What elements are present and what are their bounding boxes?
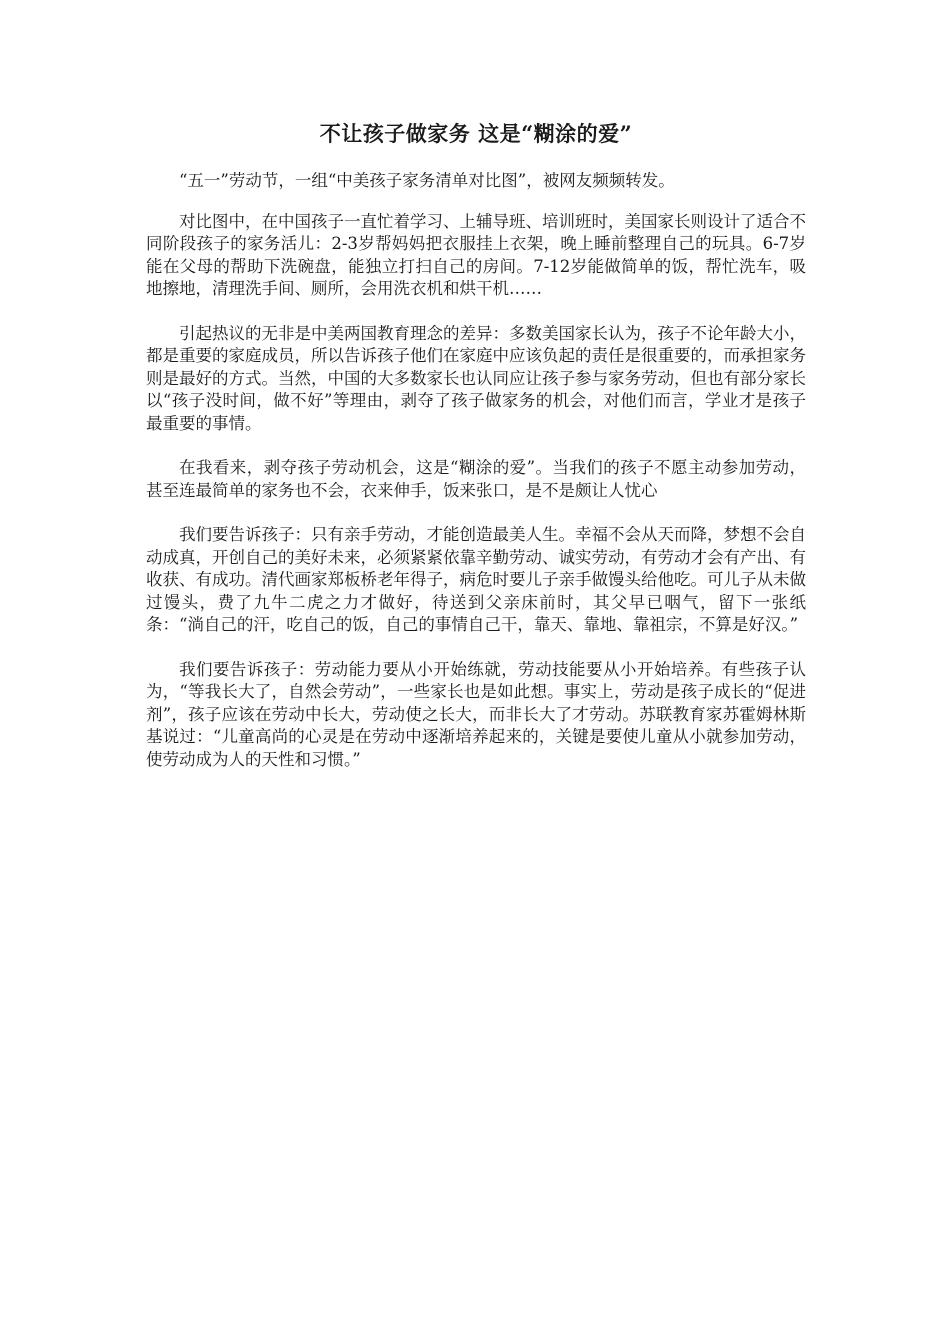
document-page: [146, 118, 806, 793]
paragraph-labor-creates-life: 我们要告诉孩子：只有亲手劳动，才能创造最美人生。幸福不会从天而降，梦想不会自动成真，开创自己的美好未来，必须紧紧依靠辛勤劳动、诚实劳动，有劳动才会有产出、有收获、有成功。清代画家郑板桥老年得子，病危时要儿子亲手做馒头给他吃。可儿子从未做过馒头，费了九牛二虎之力才做好，待送到父亲床前时，其父早已咽气，留下一张纸条：“淌自己的汗，吃自己的饭，自己的事情自己干，靠天、靠地、靠祖宗，不算是好汉。”: [146, 525, 806, 634]
paragraph-start-young: 我们要告诉孩子：劳动能力要从小开始练就，劳动技能要从小开始培养。有些孩子认为，“等我长大了，自然会劳动”，一些家长也是如此想。事实上，劳动是孩子成长的“促进剂”，孩子应该在劳动中长大，劳动使之长大，而非长大了才劳动。苏联教育家苏霍姆林斯基说过：“儿童高尚的心灵是在劳动中逐渐培养起来的，关键是要使儿童从小就参加劳动，使劳动成为人的天性和习惯。”: [146, 659, 806, 769]
paragraph-intro: “五一”劳动节，一组“中美孩子家务清单对比图”，被网友频频转发。: [179, 171, 675, 190]
paragraph-debate: 引起热议的无非是中美两国教育理念的差异：多数美国家长认为，孩子不论年龄大小，都是重要的家庭成员，所以告诉孩子他们在家庭中应该负起的责任是很重要的，而承担家务则是最好的方式。当然，中国的大多数家长也认同应让孩子参与家务劳动，但也有部分家长以“孩子没时间，做不好”等理由，剥夺了孩子做家务的机会，对他们而言，学业才是孩子最重要的事情。: [146, 323, 806, 433]
paragraph-opinion: 在我看来，剥夺孩子劳动机会，这是“糊涂的爱”。当我们的孩子不愿主动参加劳动，甚至连最简单的家务也不会，衣来伸手，饭来张口，是不是颇让人忧心: [146, 458, 806, 500]
document-title: 不让孩子做家务 这是“糊涂的爱”: [319, 121, 633, 146]
paragraph-comparison: 对比图中，在中国孩子一直忙着学习、上辅导班、培训班时，美国家长则设计了适合不同阶段孩子的家务活儿：2-3岁帮妈妈把衣服挂上衣架，晚上睡前整理自己的玩具。6-7岁能在父母的帮助下洗碗盘，能独立打扫自己的房间。7-12岁能做简单的饭，帮忙洗车，吸地擦地，清理洗手间、厕所，会用洗衣机和烘干机……: [146, 211, 806, 298]
